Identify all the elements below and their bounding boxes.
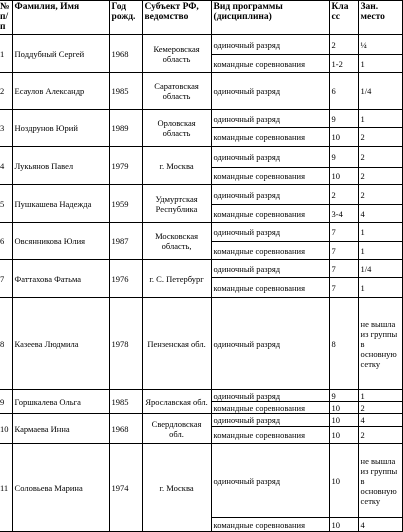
cell-place: 2 xyxy=(358,147,402,168)
cell-name: Кармаева Инна xyxy=(12,414,109,444)
cell-birth-year: 1968 xyxy=(109,35,142,73)
cell-place: 1 xyxy=(358,390,402,402)
cell-class: 7 xyxy=(329,260,358,278)
cell-number: 11 xyxy=(0,444,12,532)
header-class: Кла сс xyxy=(329,1,358,35)
table-row xyxy=(0,185,402,205)
cell-place: 4 xyxy=(358,414,402,427)
cell-birth-year: 1979 xyxy=(109,147,142,185)
cell-program: одиночный разряд xyxy=(211,444,329,518)
cell-birth-year: 1959 xyxy=(109,185,142,223)
header-name: Фамилия, Имя xyxy=(12,1,109,35)
cell-class: 9 xyxy=(329,147,358,168)
cell-place: 2 xyxy=(358,402,402,414)
cell-place: 2 xyxy=(358,185,402,205)
table-row xyxy=(0,298,402,390)
cell-name: Есаулов Александр xyxy=(12,73,109,110)
cell-class: 10 xyxy=(329,414,358,427)
cell-place: 1/4 xyxy=(358,73,402,110)
cell-birth-year: 1989 xyxy=(109,110,142,147)
table-row xyxy=(0,35,402,55)
cell-program: командные соревнования xyxy=(211,168,329,185)
table-header-row xyxy=(0,1,402,35)
cell-name: Лукьянов Павел xyxy=(12,147,109,185)
cell-number: 3 xyxy=(0,110,12,147)
cell-region: Саратовская область xyxy=(142,73,211,110)
header-region: Субъект РФ, ведомство xyxy=(142,1,211,35)
cell-class: 6 xyxy=(329,73,358,110)
cell-program: командные соревнования xyxy=(211,55,329,73)
cell-class: 10 xyxy=(329,444,358,518)
cell-name: Овсянникова Юлия xyxy=(12,223,109,260)
cell-region: Ярославская обл. xyxy=(142,390,211,414)
cell-name: Ноздрунов Юрий xyxy=(12,110,109,147)
cell-place: ¼ xyxy=(358,35,402,55)
cell-name: Пушкашева Надежда xyxy=(12,185,109,223)
cell-name: Казеева Людмила xyxy=(12,298,109,390)
cell-program: одиночный разряд xyxy=(211,35,329,55)
cell-place: 1 xyxy=(358,242,402,260)
cell-birth-year: 1978 xyxy=(109,298,142,390)
cell-region: Московская область, xyxy=(142,223,211,260)
table-row xyxy=(0,147,402,168)
cell-program: одиночный разряд xyxy=(211,414,329,427)
cell-program: одиночный разряд xyxy=(211,390,329,402)
cell-program: командные соревнования xyxy=(211,242,329,260)
table-row xyxy=(0,223,402,242)
cell-name: Соловьева Марина xyxy=(12,444,109,532)
cell-program: командные соревнования xyxy=(211,427,329,444)
cell-place: 4 xyxy=(358,205,402,223)
table-row xyxy=(0,414,402,427)
header-place: Зан. место xyxy=(358,1,402,35)
cell-class: 10 xyxy=(329,518,358,532)
cell-birth-year: 1985 xyxy=(109,390,142,414)
table-row xyxy=(0,110,402,128)
cell-number: 5 xyxy=(0,185,12,223)
table-body xyxy=(0,35,402,532)
cell-birth-year: 1974 xyxy=(109,444,142,532)
table-row xyxy=(0,260,402,278)
cell-birth-year: 1976 xyxy=(109,260,142,298)
cell-program: одиночный разряд xyxy=(211,73,329,110)
cell-class: 2 xyxy=(329,35,358,55)
header-program: Вид программы (дисциплина) xyxy=(211,1,329,35)
cell-number: 9 xyxy=(0,390,12,414)
cell-birth-year: 1985 xyxy=(109,73,142,110)
cell-place: 2 xyxy=(358,168,402,185)
cell-class: 7 xyxy=(329,223,358,242)
cell-program: одиночный разряд xyxy=(211,223,329,242)
cell-number: 2 xyxy=(0,73,12,110)
cell-class: 10 xyxy=(329,168,358,185)
cell-name: Фаттахова Фатьма xyxy=(12,260,109,298)
cell-place: 2 xyxy=(358,128,402,147)
cell-class: 9 xyxy=(329,110,358,128)
cell-number: 8 xyxy=(0,298,12,390)
cell-program: одиночный разряд xyxy=(211,185,329,205)
table-row xyxy=(0,390,402,402)
cell-place: 4 xyxy=(358,518,402,532)
cell-name: Поддубный Сергей xyxy=(12,35,109,73)
cell-program: командные соревнования xyxy=(211,205,329,223)
cell-class: 10 xyxy=(329,427,358,444)
cell-birth-year: 1968 xyxy=(109,414,142,444)
table-row xyxy=(0,444,402,518)
cell-program: командные соревнования xyxy=(211,278,329,298)
cell-class: 7 xyxy=(329,278,358,298)
cell-birth-year: 1987 xyxy=(109,223,142,260)
cell-class: 10 xyxy=(329,402,358,414)
cell-place: 1/4 xyxy=(358,260,402,278)
cell-class: 7 xyxy=(329,242,358,260)
cell-place: не вышла из группы в основную сетку xyxy=(358,298,402,390)
cell-place: 1 xyxy=(358,55,402,73)
header-birth-year: Год рожд. xyxy=(109,1,142,35)
cell-place: 1 xyxy=(358,278,402,298)
cell-region: Кемеровская область xyxy=(142,35,211,73)
cell-program: одиночный разряд xyxy=(211,298,329,390)
cell-region: Орловская область xyxy=(142,110,211,147)
cell-name: Горшкалева Ольга xyxy=(12,390,109,414)
cell-class: 1-2 xyxy=(329,55,358,73)
cell-program: одиночный разряд xyxy=(211,110,329,128)
cell-number: 4 xyxy=(0,147,12,185)
cell-class: 10 xyxy=(329,128,358,147)
cell-number: 6 xyxy=(0,223,12,260)
cell-place: 1 xyxy=(358,223,402,242)
cell-region: г. С. Петербург xyxy=(142,260,211,298)
cell-class: 9 xyxy=(329,390,358,402)
cell-region: г. Москва xyxy=(142,147,211,185)
cell-place: 1 xyxy=(358,110,402,128)
cell-region: г. Москва xyxy=(142,444,211,532)
cell-place: 2 xyxy=(358,427,402,444)
cell-program: командные соревнования xyxy=(211,518,329,532)
cell-program: командные соревнования xyxy=(211,128,329,147)
cell-region: Удмуртская Республика xyxy=(142,185,211,223)
cell-program: одиночный разряд xyxy=(211,147,329,168)
table-row xyxy=(0,73,402,110)
cell-program: командные соревнования xyxy=(211,402,329,414)
cell-region: Пензенская обл. xyxy=(142,298,211,390)
cell-class: 2 xyxy=(329,185,358,205)
cell-class: 3-4 xyxy=(329,205,358,223)
cell-number: 10 xyxy=(0,414,12,444)
cell-region: Свердловская обл. xyxy=(142,414,211,444)
cell-number: 1 xyxy=(0,35,12,73)
cell-program: одиночный разряд xyxy=(211,260,329,278)
cell-number: 7 xyxy=(0,260,12,298)
cell-place: не вышла из группы в основную сетку xyxy=(358,444,402,518)
cell-class: 8 xyxy=(329,298,358,390)
header-number: № п/п xyxy=(0,1,12,35)
